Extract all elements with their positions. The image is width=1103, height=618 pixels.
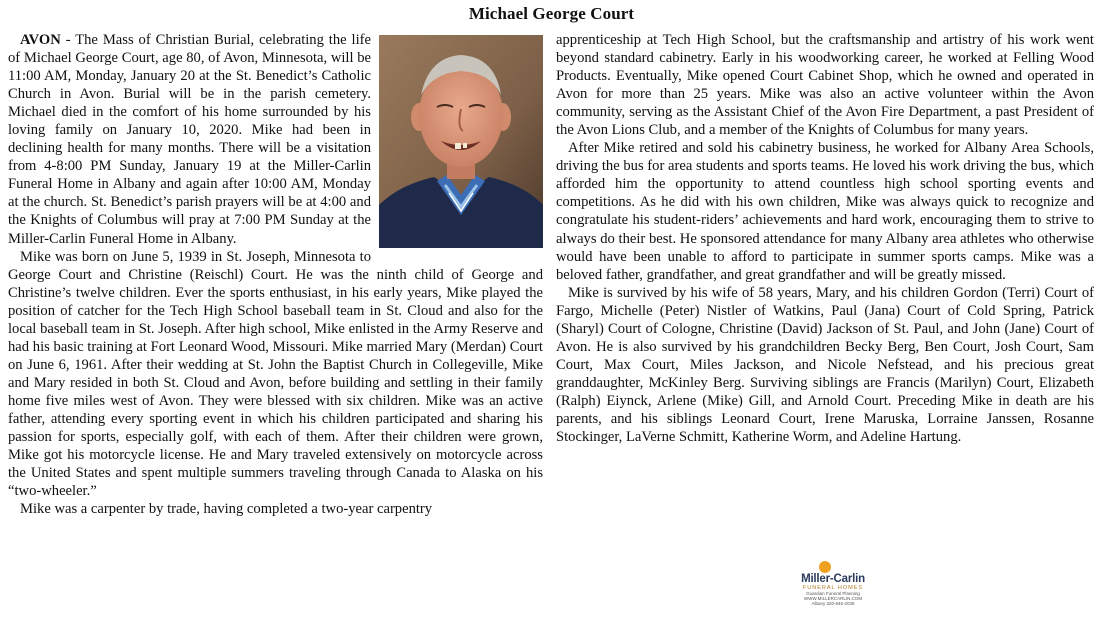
dateline: AVON xyxy=(20,32,61,48)
early-life-paragraph: Mike was born on June 5, 1939 in St. Joseph, Minnesota to George Court and Christine (Reischl) Court. He was the ninth child of George and Christine’s twelve children. Ever the sports enthusiast, in his early years, Mike played the position of catcher for the Tech High School baseball team in St. Cloud and also for the local baseball team in St. Joseph. After high school, Mike enlisted in the Army Reserve and had his basic training at Fort Leonard Wood, Missouri. Mike married Mary (Merdan) Court on June 6, 1961. After their wedding at St. John the Baptist Church in Collegeville, Mike and Mary resided in both St. Cloud and Avon, before building and settling in their family home five miles west of Avon. They were blessed with six children. Mike was an active father, attending every sporting event in which his children participated and sharing his passion for sports, especially golf, with each of them. After their children were grown, Mike got his motorcycle license. He and Mary traveled extensively on motorcycle across the United States and spent multiple summers traveling through Canada to Alaska on his “two-wheeler.” xyxy=(8,248,543,500)
funeral-home-logo xyxy=(785,565,881,613)
portrait-photo xyxy=(379,35,543,248)
logo-line-3: Albany 320-845-2035 xyxy=(811,601,855,606)
sun-icon xyxy=(819,561,831,573)
career-paragraph-start: Mike was a carpenter by trade, having completed a two-year carpentry xyxy=(20,501,433,518)
logo-line-1: Guardian Funeral Planning xyxy=(806,591,860,596)
logo-name: Miller-Carlin xyxy=(801,573,865,585)
logo-line-2: WWW.MILLERCARLIN.COM xyxy=(803,596,863,601)
left-column xyxy=(8,31,543,518)
career-paragraph-continued: apprenticeship at Tech High School, but the craftsmanship and artistry of his work went beyond standard cabinetry. Early in his woodworking career, he worked at Felling Wood Products. Eventually, Mike opened Court Cabinet Shop, which he owned and operated in Avon for more than 25 years. Mike was also an active volunteer within the Avon community, serving as the Assistant Chief of the Avon Fire Department, a past President of the Avon Lions Club, and a member of the Knights of Columbus for many years. xyxy=(556,32,1094,139)
retirement-paragraph: After Mike retired and sold his cabinetry business, he worked for Albany Area Schools, driving the bus for area students and sports teams. He loved his work driving the bus, which afforded him the opportunity to attend countless high school sporting events and competitions. As he did with his own children, Mike was always quick to recognize and congratulate his student-riders’ achievements and hard work, encouraging them to strive to always do their best. He sponsored attendance for many Albany area athletes who otherwise would have been unable to afford to participate in summer sports camps. Mike was a beloved father, grandfather, and great grandfather and will be greatly missed. xyxy=(556,140,1094,283)
survivors-paragraph: Mike is survived by his wife of 58 years, Mary, and his children Gordon (Terri) Court of Fargo, Michelle (Peter) Nistler of Watkins, Paul (Jana) Court of Cold Spring, Patrick (Sharyl) Court of Cologne, Christine (David) Jackson of St. Paul, and John (Jane) Court of Avon. He is also survived by his grandchildren Becky Berg, Ben Court, Josh Court, Sam Court, Max Court, Miles Jackson, and Nicole Nefstead, and his precious great granddaughter, McKinley Berg. Surviving siblings are Francis (Marilyn) Court, Elizabeth (Ralph) Eiynck, Arlene (Mike) Gill, and Arnold Court. Preceding Mike in death are his parents, and his siblings Leonard Court, Irene Maruska, Lorraine Janssen, Rosanne Stockinger, LaVerne Schmitt, Katherine Worm, and Adeline Hartung. xyxy=(556,284,1094,446)
obituary-headline: Michael George Court xyxy=(468,4,635,23)
logo-subtitle: FUNERAL HOMES xyxy=(802,585,864,591)
intro-text: - The Mass of Christian Burial, celebrating the life of Michael George Court, age 80, of Avon, Minnesota, will be 11:00 AM, Monday, January 20 at the St. Benedict’s Catholic Church in Avon. Burial will be in the parish cemetery. Michael died in the comfort of his home surrounded by his loving family on January 10, 2020. Mike had been in declining health for many months. There will be a visitation from 4-8:00 PM Sunday, January 19 at the Miller-Carlin Funeral Home in Albany and again after 10:00 AM, Monday at the church. St. Benedict’s parish prayers will be at 4:00 and the Knights of Columbus will pray at 7:00 PM Sunday at the Miller-Carlin Funeral Home in Albany. xyxy=(8,32,371,247)
right-column xyxy=(556,31,1094,446)
portrait-illustration xyxy=(379,35,543,248)
